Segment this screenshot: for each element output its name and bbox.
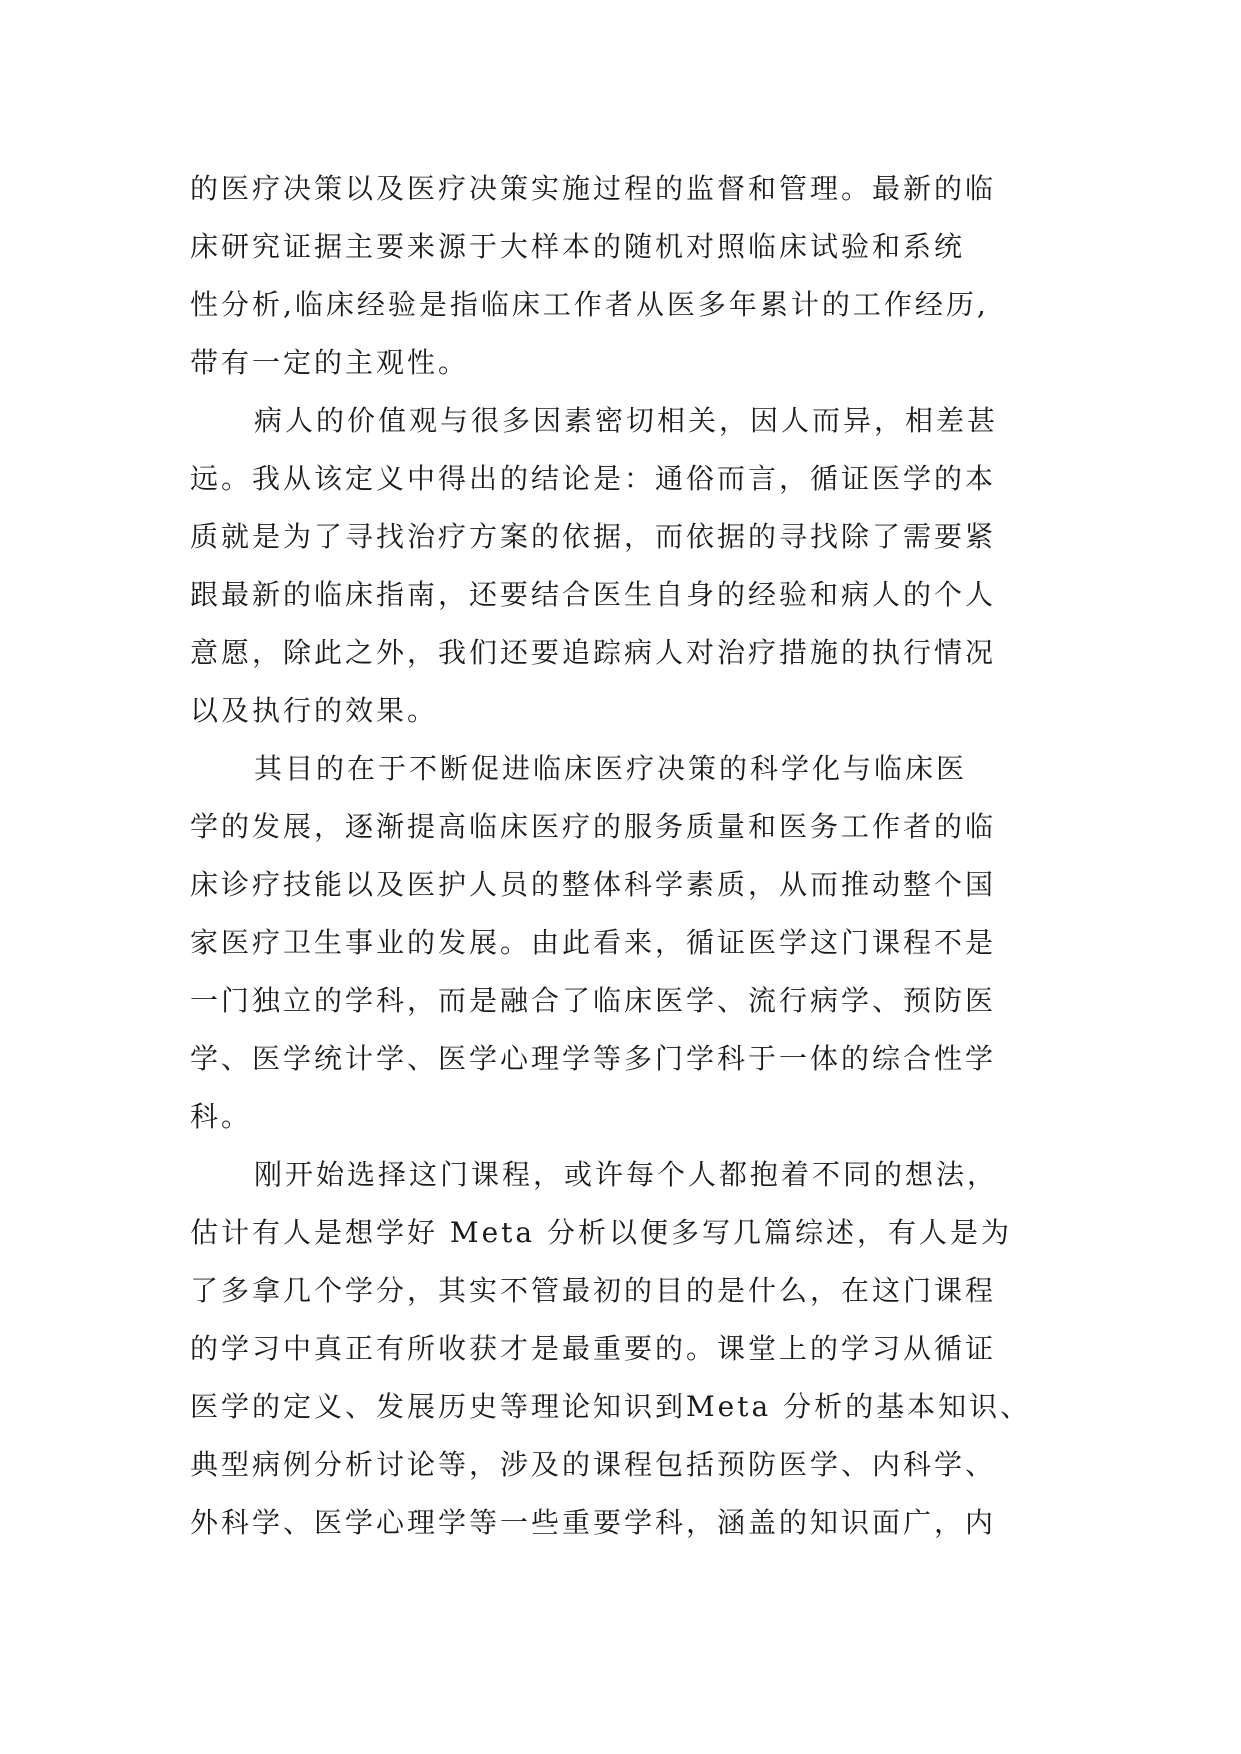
text-line: 一门独立的学科，而是融合了临床医学、流行病学、预防医 (190, 984, 997, 1017)
text-line: 带有一定的主观性。 (190, 346, 470, 379)
paragraph-2 (190, 392, 1070, 740)
text-line: 远。我从该定义中得出的结论是：通俗而言，循证医学的本 (190, 462, 997, 495)
text-line: 的学习中真正有所收获才是最重要的。课堂上的学习从循证 (190, 1332, 997, 1365)
paragraph-4 (190, 1146, 1070, 1552)
text-line: 病人的价值观与很多因素密切相关，因人而异，相差甚 (254, 404, 999, 437)
text-line: 外科学、医学心理学等一些重要学科，涵盖的知识面广，内 (190, 1506, 997, 1539)
text-line: 典型病例分析讨论等，涉及的课程包括预防医学、内科学、 (190, 1448, 997, 1481)
paragraph-1 (190, 160, 1070, 392)
text-line: 质就是为了寻找治疗方案的依据，而依据的寻找除了需要紧 (190, 520, 997, 553)
document-body (190, 160, 1070, 1552)
text-line: 意愿，除此之外，我们还要追踪病人对治疗措施的执行情况 (190, 636, 997, 669)
text-line: 刚开始选择这门课程，或许每个人都抱着不同的想法， (254, 1158, 999, 1191)
text-line: 学的发展，逐渐提高临床医疗的服务质量和医务工作者的临 (190, 810, 997, 843)
text-line: 跟最新的临床指南，还要结合医生自身的经验和病人的个人 (190, 578, 997, 611)
text-line: 以及执行的效果。 (190, 694, 439, 727)
text-line: 家医疗卫生事业的发展。由此看来，循证医学这门课程不是 (190, 926, 997, 959)
text-line: 医学的定义、发展历史等理论知识到Meta 分析的基本知识、 (190, 1390, 1032, 1423)
text-line: 估计有人是想学好 Meta 分析以便多写几篇综述，有人是为 (190, 1216, 1012, 1249)
text-line: 了多拿几个学分，其实不管最初的目的是什么，在这门课程 (190, 1274, 997, 1307)
paragraph-3 (190, 740, 1070, 1146)
text-line: 床研究证据主要来源于大样本的随机对照临床试验和系统 (190, 230, 966, 263)
text-line: 性分析,临床经验是指临床工作者从医多年累计的工作经历, (190, 288, 989, 321)
text-line: 其目的在于不断促进临床医疗决策的科学化与临床医 (254, 752, 968, 785)
text-line: 学、医学统计学、医学心理学等多门学科于一体的综合性学 (190, 1042, 997, 1075)
text-line: 床诊疗技能以及医护人员的整体科学素质，从而推动整个国 (190, 868, 997, 901)
text-line: 的医疗决策以及医疗决策实施过程的监督和管理。最新的临 (190, 172, 997, 205)
text-line: 科。 (190, 1100, 253, 1133)
